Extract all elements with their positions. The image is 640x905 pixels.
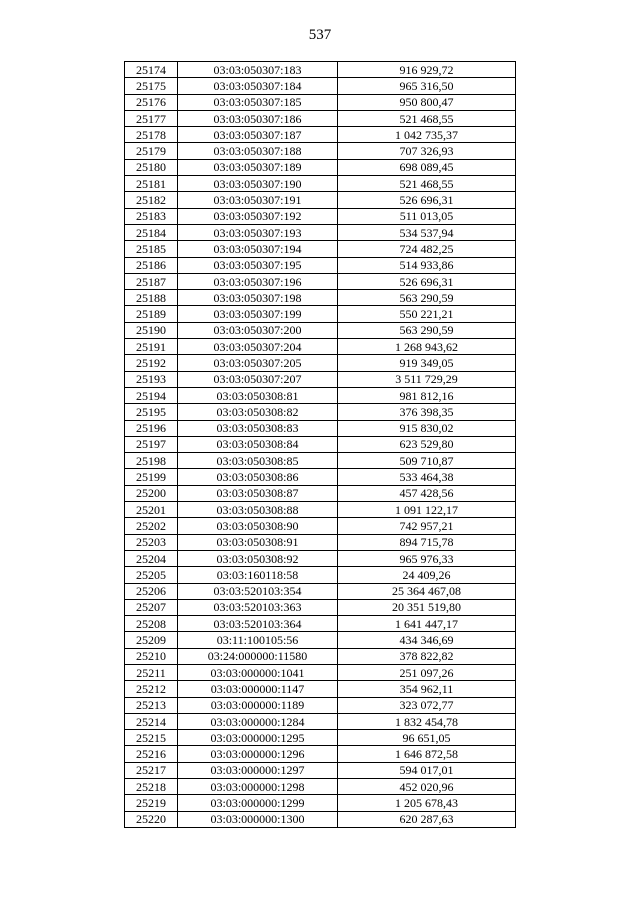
cadastral-number-cell: 03:03:050307:207 xyxy=(178,371,338,387)
table-row xyxy=(125,762,516,778)
cadastral-value-cell: 1 646 872,58 xyxy=(338,746,516,762)
row-number-cell: 25205 xyxy=(125,567,178,583)
table-row xyxy=(125,257,516,273)
table-row xyxy=(125,322,516,338)
row-number-cell: 25206 xyxy=(125,583,178,599)
table-row xyxy=(125,273,516,289)
table-row xyxy=(125,94,516,110)
cadastral-value-cell: 452 020,96 xyxy=(338,779,516,795)
table-row xyxy=(125,632,516,648)
cadastral-value-cell: 594 017,01 xyxy=(338,762,516,778)
row-number-cell: 25191 xyxy=(125,339,178,355)
row-number-cell: 25185 xyxy=(125,241,178,257)
cadastral-value-cell: 509 710,87 xyxy=(338,453,516,469)
row-number-cell: 25219 xyxy=(125,795,178,811)
table-row xyxy=(125,62,516,78)
row-number-cell: 25181 xyxy=(125,176,178,192)
table-row xyxy=(125,583,516,599)
table-row xyxy=(125,469,516,485)
cadastral-value-cell: 376 398,35 xyxy=(338,404,516,420)
table-body xyxy=(125,62,516,828)
cadastral-number-cell: 03:24:000000:11580 xyxy=(178,648,338,664)
cadastral-number-cell: 03:03:050307:195 xyxy=(178,257,338,273)
cadastral-number-cell: 03:03:050308:82 xyxy=(178,404,338,420)
cadastral-number-cell: 03:03:050308:81 xyxy=(178,387,338,403)
cadastral-value-cell: 526 696,31 xyxy=(338,273,516,289)
cadastral-number-cell: 03:03:050308:87 xyxy=(178,485,338,501)
cadastral-value-cell: 915 830,02 xyxy=(338,420,516,436)
row-number-cell: 25214 xyxy=(125,713,178,729)
row-number-cell: 25218 xyxy=(125,779,178,795)
cadastral-value-cell: 724 482,25 xyxy=(338,241,516,257)
row-number-cell: 25212 xyxy=(125,681,178,697)
cadastral-value-cell: 511 013,05 xyxy=(338,208,516,224)
cadastral-number-cell: 03:03:000000:1284 xyxy=(178,713,338,729)
cadastral-number-cell: 03:03:050308:84 xyxy=(178,436,338,452)
row-number-cell: 25190 xyxy=(125,322,178,338)
row-number-cell: 25210 xyxy=(125,648,178,664)
cadastral-value-cell: 24 409,26 xyxy=(338,567,516,583)
cadastral-value-cell: 1 641 447,17 xyxy=(338,616,516,632)
cadastral-number-cell: 03:03:050308:88 xyxy=(178,502,338,518)
cadastral-number-cell: 03:03:050307:194 xyxy=(178,241,338,257)
table-row xyxy=(125,550,516,566)
row-number-cell: 25215 xyxy=(125,730,178,746)
table-row xyxy=(125,567,516,583)
table-row xyxy=(125,534,516,550)
cadastral-value-table xyxy=(124,61,516,828)
table-row xyxy=(125,664,516,680)
cadastral-number-cell: 03:03:050307:189 xyxy=(178,159,338,175)
cadastral-value-cell: 894 715,78 xyxy=(338,534,516,550)
table-row xyxy=(125,502,516,518)
cadastral-number-cell: 03:03:050308:86 xyxy=(178,469,338,485)
cadastral-value-cell: 3 511 729,29 xyxy=(338,371,516,387)
cadastral-number-cell: 03:03:000000:1296 xyxy=(178,746,338,762)
cadastral-number-cell: 03:03:050307:200 xyxy=(178,322,338,338)
cadastral-number-cell: 03:03:050308:91 xyxy=(178,534,338,550)
row-number-cell: 25198 xyxy=(125,453,178,469)
table-row xyxy=(125,518,516,534)
cadastral-number-cell: 03:03:160118:58 xyxy=(178,567,338,583)
table-row xyxy=(125,648,516,664)
cadastral-number-cell: 03:03:050307:204 xyxy=(178,339,338,355)
cadastral-number-cell: 03:03:050307:198 xyxy=(178,290,338,306)
cadastral-number-cell: 03:03:000000:1041 xyxy=(178,664,338,680)
table-row xyxy=(125,176,516,192)
cadastral-value-cell: 323 072,77 xyxy=(338,697,516,713)
cadastral-number-cell: 03:03:050307:185 xyxy=(178,94,338,110)
row-number-cell: 25202 xyxy=(125,518,178,534)
cadastral-number-cell: 03:03:050307:188 xyxy=(178,143,338,159)
page-number: 537 xyxy=(308,27,332,43)
table-row xyxy=(125,453,516,469)
cadastral-number-cell: 03:03:520103:363 xyxy=(178,599,338,615)
table-row xyxy=(125,159,516,175)
row-number-cell: 25177 xyxy=(125,110,178,126)
row-number-cell: 25204 xyxy=(125,550,178,566)
cadastral-value-cell: 533 464,38 xyxy=(338,469,516,485)
row-number-cell: 25220 xyxy=(125,811,178,827)
row-number-cell: 25189 xyxy=(125,306,178,322)
cadastral-number-cell: 03:03:050307:184 xyxy=(178,78,338,94)
cadastral-value-cell: 742 957,21 xyxy=(338,518,516,534)
cadastral-value-cell: 25 364 467,08 xyxy=(338,583,516,599)
cadastral-value-cell: 251 097,26 xyxy=(338,664,516,680)
cadastral-number-cell: 03:03:050307:186 xyxy=(178,110,338,126)
table-row xyxy=(125,730,516,746)
row-number-cell: 25178 xyxy=(125,127,178,143)
row-number-cell: 25199 xyxy=(125,469,178,485)
cadastral-value-cell: 20 351 519,80 xyxy=(338,599,516,615)
row-number-cell: 25208 xyxy=(125,616,178,632)
cadastral-value-cell: 96 651,05 xyxy=(338,730,516,746)
cadastral-value-cell: 1 091 122,17 xyxy=(338,502,516,518)
cadastral-value-cell: 919 349,05 xyxy=(338,355,516,371)
row-number-cell: 25187 xyxy=(125,273,178,289)
row-number-cell: 25174 xyxy=(125,62,178,78)
cadastral-value-cell: 1 832 454,78 xyxy=(338,713,516,729)
table-row xyxy=(125,746,516,762)
table-row xyxy=(125,404,516,420)
cadastral-number-cell: 03:03:050307:205 xyxy=(178,355,338,371)
row-number-cell: 25213 xyxy=(125,697,178,713)
table-row xyxy=(125,371,516,387)
cadastral-number-cell: 03:03:000000:1147 xyxy=(178,681,338,697)
row-number-cell: 25175 xyxy=(125,78,178,94)
cadastral-number-cell: 03:03:000000:1300 xyxy=(178,811,338,827)
cadastral-value-cell: 698 089,45 xyxy=(338,159,516,175)
cadastral-number-cell: 03:03:520103:354 xyxy=(178,583,338,599)
table-row xyxy=(125,616,516,632)
row-number-cell: 25209 xyxy=(125,632,178,648)
cadastral-value-cell: 521 468,55 xyxy=(338,176,516,192)
cadastral-value-cell: 526 696,31 xyxy=(338,192,516,208)
table-row xyxy=(125,339,516,355)
cadastral-value-cell: 521 468,55 xyxy=(338,110,516,126)
table-row xyxy=(125,485,516,501)
cadastral-value-cell: 457 428,56 xyxy=(338,485,516,501)
row-number-cell: 25211 xyxy=(125,664,178,680)
cadastral-value-cell: 981 812,16 xyxy=(338,387,516,403)
row-number-cell: 25194 xyxy=(125,387,178,403)
cadastral-value-cell: 623 529,80 xyxy=(338,436,516,452)
table-row xyxy=(125,697,516,713)
row-number-cell: 25176 xyxy=(125,94,178,110)
table-row xyxy=(125,387,516,403)
table-row xyxy=(125,306,516,322)
cadastral-value-cell: 1 205 678,43 xyxy=(338,795,516,811)
cadastral-number-cell: 03:03:050307:191 xyxy=(178,192,338,208)
row-number-cell: 25179 xyxy=(125,143,178,159)
cadastral-value-cell: 514 933,86 xyxy=(338,257,516,273)
table-row xyxy=(125,795,516,811)
cadastral-value-cell: 563 290,59 xyxy=(338,322,516,338)
row-number-cell: 25184 xyxy=(125,224,178,240)
cadastral-number-cell: 03:03:050307:196 xyxy=(178,273,338,289)
row-number-cell: 25216 xyxy=(125,746,178,762)
table-row xyxy=(125,681,516,697)
table-row xyxy=(125,779,516,795)
cadastral-value-cell: 534 537,94 xyxy=(338,224,516,240)
cadastral-number-cell: 03:03:050308:90 xyxy=(178,518,338,534)
row-number-cell: 25193 xyxy=(125,371,178,387)
row-number-cell: 25200 xyxy=(125,485,178,501)
table-row xyxy=(125,420,516,436)
cadastral-number-cell: 03:03:050307:187 xyxy=(178,127,338,143)
table-row xyxy=(125,599,516,615)
row-number-cell: 25197 xyxy=(125,436,178,452)
cadastral-value-cell: 434 346,69 xyxy=(338,632,516,648)
cadastral-number-cell: 03:03:000000:1298 xyxy=(178,779,338,795)
cadastral-number-cell: 03:03:050307:199 xyxy=(178,306,338,322)
cadastral-number-cell: 03:03:050307:190 xyxy=(178,176,338,192)
table-row xyxy=(125,436,516,452)
cadastral-number-cell: 03:03:050307:192 xyxy=(178,208,338,224)
cadastral-value-cell: 1 042 735,37 xyxy=(338,127,516,143)
cadastral-number-cell: 03:03:050308:83 xyxy=(178,420,338,436)
table-row xyxy=(125,811,516,827)
cadastral-number-cell: 03:03:520103:364 xyxy=(178,616,338,632)
cadastral-number-cell: 03:03:000000:1189 xyxy=(178,697,338,713)
row-number-cell: 25186 xyxy=(125,257,178,273)
table-row xyxy=(125,241,516,257)
row-number-cell: 25196 xyxy=(125,420,178,436)
cadastral-value-cell: 950 800,47 xyxy=(338,94,516,110)
cadastral-number-cell: 03:03:000000:1295 xyxy=(178,730,338,746)
table-row xyxy=(125,192,516,208)
cadastral-value-cell: 550 221,21 xyxy=(338,306,516,322)
cadastral-value-cell: 354 962,11 xyxy=(338,681,516,697)
cadastral-value-cell: 620 287,63 xyxy=(338,811,516,827)
table-row xyxy=(125,713,516,729)
table-row xyxy=(125,78,516,94)
cadastral-value-cell: 916 929,72 xyxy=(338,62,516,78)
row-number-cell: 25207 xyxy=(125,599,178,615)
cadastral-value-cell: 965 316,50 xyxy=(338,78,516,94)
row-number-cell: 25203 xyxy=(125,534,178,550)
row-number-cell: 25201 xyxy=(125,502,178,518)
table-row xyxy=(125,290,516,306)
table-row xyxy=(125,355,516,371)
table-row xyxy=(125,208,516,224)
cadastral-number-cell: 03:03:000000:1297 xyxy=(178,762,338,778)
cadastral-value-cell: 378 822,82 xyxy=(338,648,516,664)
table-row xyxy=(125,127,516,143)
row-number-cell: 25182 xyxy=(125,192,178,208)
row-number-cell: 25195 xyxy=(125,404,178,420)
row-number-cell: 25192 xyxy=(125,355,178,371)
table-row xyxy=(125,143,516,159)
cadastral-number-cell: 03:11:100105:56 xyxy=(178,632,338,648)
cadastral-number-cell: 03:03:050308:92 xyxy=(178,550,338,566)
cadastral-number-cell: 03:03:050307:193 xyxy=(178,224,338,240)
row-number-cell: 25180 xyxy=(125,159,178,175)
row-number-cell: 25217 xyxy=(125,762,178,778)
cadastral-value-cell: 1 268 943,62 xyxy=(338,339,516,355)
table-row xyxy=(125,224,516,240)
cadastral-value-cell: 563 290,59 xyxy=(338,290,516,306)
cadastral-value-cell: 965 976,33 xyxy=(338,550,516,566)
cadastral-number-cell: 03:03:050307:183 xyxy=(178,62,338,78)
row-number-cell: 25188 xyxy=(125,290,178,306)
cadastral-value-cell: 707 326,93 xyxy=(338,143,516,159)
cadastral-number-cell: 03:03:050308:85 xyxy=(178,453,338,469)
table-row xyxy=(125,110,516,126)
row-number-cell: 25183 xyxy=(125,208,178,224)
cadastral-number-cell: 03:03:000000:1299 xyxy=(178,795,338,811)
